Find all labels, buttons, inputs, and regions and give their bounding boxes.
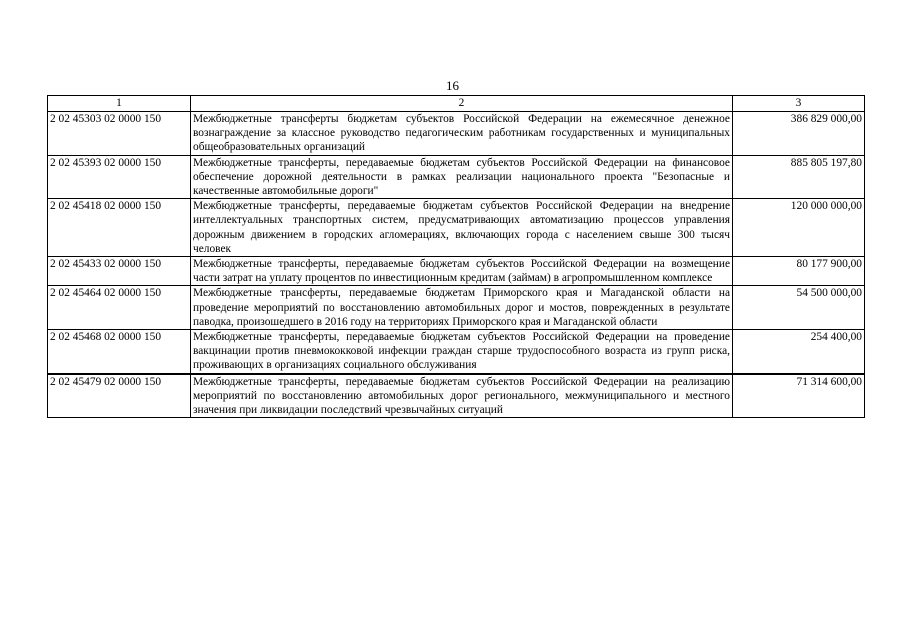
row-amount: 885 805 197,80: [733, 155, 865, 199]
row-code: 2 02 45393 02 0000 150: [48, 155, 191, 199]
table-row: [48, 257, 865, 286]
row-amount: 71 314 600,00: [733, 374, 865, 418]
row-code: 2 02 45479 02 0000 150: [48, 374, 191, 418]
row-description-cell: [191, 286, 733, 330]
row-description: Межбюджетные трансферты, передаваемые бюджетам субъектов Российской Федерации на возмещение части затрат на уплату процентов по инвестиционным кредитам (займам) в агропромышленном комплексе: [193, 258, 730, 285]
row-description-cell: [191, 199, 733, 257]
row-amount: 386 829 000,00: [733, 112, 865, 156]
row-description: Межбюджетные трансферты, передаваемые бюджетам субъектов Российской Федерации на проведение вакцинации против пневмококковой инфекции граждан старше трудоспособного возраста из групп риска, проживающих в организациях социального обслуживания: [193, 331, 730, 372]
row-description-cell: [191, 374, 733, 418]
budget-table: [47, 95, 865, 418]
column-header-amount: 3: [733, 96, 865, 112]
row-description: Межбюджетные трансферты, передаваемые бюджетам субъектов Российской Федерации на внедрение интеллектуальных транспортных систем, предусматривающих автоматизацию процессов управления дорожным движением в городских агломерациях, включающих города с населением свыше 300 тысяч человек: [193, 200, 730, 255]
row-code: 2 02 45468 02 0000 150: [48, 330, 191, 374]
row-code: 2 02 45303 02 0000 150: [48, 112, 191, 156]
row-description: Межбюджетные трансферты, передаваемые бюджетам субъектов Российской Федерации на финансовое обеспечение дорожной деятельности в рамках реализации национального проекта "Безопасные и качественные автомобильные дороги": [193, 156, 730, 198]
row-amount: 120 000 000,00: [733, 199, 865, 257]
row-amount: 80 177 900,00: [733, 257, 865, 286]
column-header-description: 2: [191, 96, 733, 112]
row-code: 2 02 45433 02 0000 150: [48, 257, 191, 286]
page-number: 16: [446, 78, 459, 93]
row-description: Межбюджетные трансферты, передаваемые бюджетам Приморского края и Магаданской области на проведение мероприятий по восстановлению автомобильных дорог и мостов, поврежденных в результате паводка, произошедшего в 2016 году на территориях Приморского края и Магаданской области: [193, 287, 730, 328]
table-row: [48, 374, 865, 418]
row-amount: 254 400,00: [733, 330, 865, 374]
table-row: [48, 112, 865, 156]
row-code: 2 02 45418 02 0000 150: [48, 199, 191, 257]
table-row: [48, 199, 865, 257]
row-code: 2 02 45464 02 0000 150: [48, 286, 191, 330]
row-description: Межбюджетные трансферты, передаваемые бюджетам субъектов Российской Федерации на реализацию мероприятий по восстановлению автомобильных дорог регионального, межмуниципального и местного значения при ликвидации последствий чрезвычайных ситуаций: [193, 375, 730, 417]
row-description-cell: [191, 112, 733, 156]
row-description-cell: [191, 155, 733, 199]
row-description-cell: [191, 257, 733, 286]
table-row: [48, 330, 865, 374]
row-description-cell: [191, 330, 733, 374]
table-header-row: [48, 96, 865, 112]
table-row: [48, 155, 865, 199]
row-amount: 54 500 000,00: [733, 286, 865, 330]
column-header-code: 1: [48, 96, 191, 112]
row-description: Межбюджетные трансферты бюджетам субъектов Российской Федерации на ежемесячное денежное вознаграждение за классное руководство педагогическим работникам государственных и муниципальных общеобразовательных организаций: [193, 113, 730, 154]
table-row: [48, 286, 865, 330]
